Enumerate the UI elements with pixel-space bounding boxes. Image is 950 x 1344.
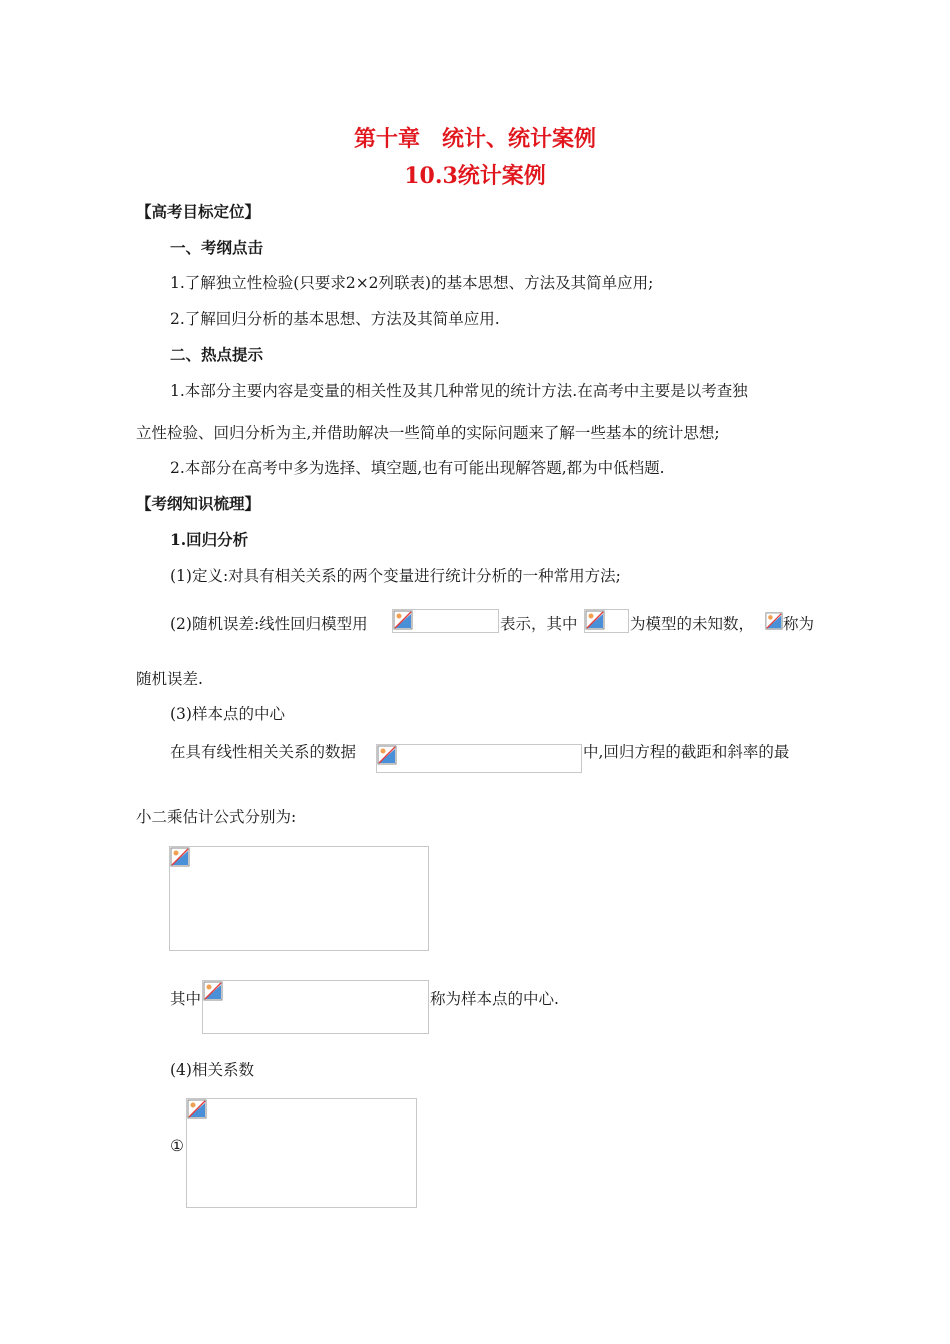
where-text-b: 称为样本点的中心. xyxy=(430,990,559,1008)
broken-image-icon xyxy=(393,610,413,630)
formula-image-correlation xyxy=(186,1098,417,1208)
section-title: 10.3统计案例 xyxy=(404,163,546,189)
outline-item-1: 1.了解独立性检验(只要求2×2列联表)的基本思想、方法及其简单应用; xyxy=(170,274,654,292)
knowledge-heading: 【考纲知识梳理】 xyxy=(136,494,261,513)
outline-heading: 一、考纲点击 xyxy=(170,238,264,257)
target-heading: 【高考目标定位】 xyxy=(136,202,261,221)
hotspot-1-line1: 1.本部分主要内容是变量的相关性及其几种常见的统计方法.在高考中主要是以考查独 xyxy=(170,382,748,400)
formula-image-data xyxy=(376,744,582,773)
center-heading: (3)样本点的中心 xyxy=(170,705,285,723)
error-text-b: 表示，其中 xyxy=(500,615,578,633)
formula-image-center xyxy=(202,980,429,1034)
broken-image-icon xyxy=(377,745,397,765)
center-text-a: 在具有线性相关关系的数据 xyxy=(170,743,357,761)
error-text-d: 称为 xyxy=(783,615,815,633)
correlation-heading: (4)相关系数 xyxy=(170,1061,254,1079)
hotspot-1-line2: 立性检验、回归分析为主,并借助解决一些简单的实际问题来了解一些基本的统计思想; xyxy=(136,424,720,442)
broken-image-icon xyxy=(187,1099,207,1119)
circled-one: ① xyxy=(170,1137,184,1155)
error-text-c: 为模型的未知数， xyxy=(630,615,755,633)
error-text-a: (2)随机误差:线性回归模型用 xyxy=(170,615,368,633)
center-text-b: 中,回归方程的截距和斜率的最 xyxy=(583,743,790,761)
center-text-c: 小二乘估计公式分别为: xyxy=(136,808,297,826)
broken-image-icon xyxy=(170,847,190,867)
error-text-e: 随机误差. xyxy=(136,670,203,688)
broken-image-icon xyxy=(585,610,605,630)
hotspot-2: 2.本部分在高考中多为选择、填空题,也有可能出现解答题,都为中低档题. xyxy=(170,459,665,477)
formula-image-least-squares xyxy=(169,846,429,951)
formula-image-params xyxy=(584,609,629,633)
broken-image-icon xyxy=(203,981,223,1001)
regression-heading: 1.回归分析 xyxy=(170,530,249,549)
formula-image-model xyxy=(392,609,499,633)
where-text-a: 其中 xyxy=(170,990,202,1008)
chapter-title: 第十章 统计、统计案例 xyxy=(353,126,596,152)
formula-image-epsilon xyxy=(765,612,783,632)
broken-image-icon xyxy=(765,612,783,630)
definition-text: (1)定义:对具有相关关系的两个变量进行统计分析的一种常用方法; xyxy=(170,567,621,585)
outline-item-2: 2.了解回归分析的基本思想、方法及其简单应用. xyxy=(170,310,500,328)
hotspot-heading: 二、热点提示 xyxy=(170,345,264,364)
